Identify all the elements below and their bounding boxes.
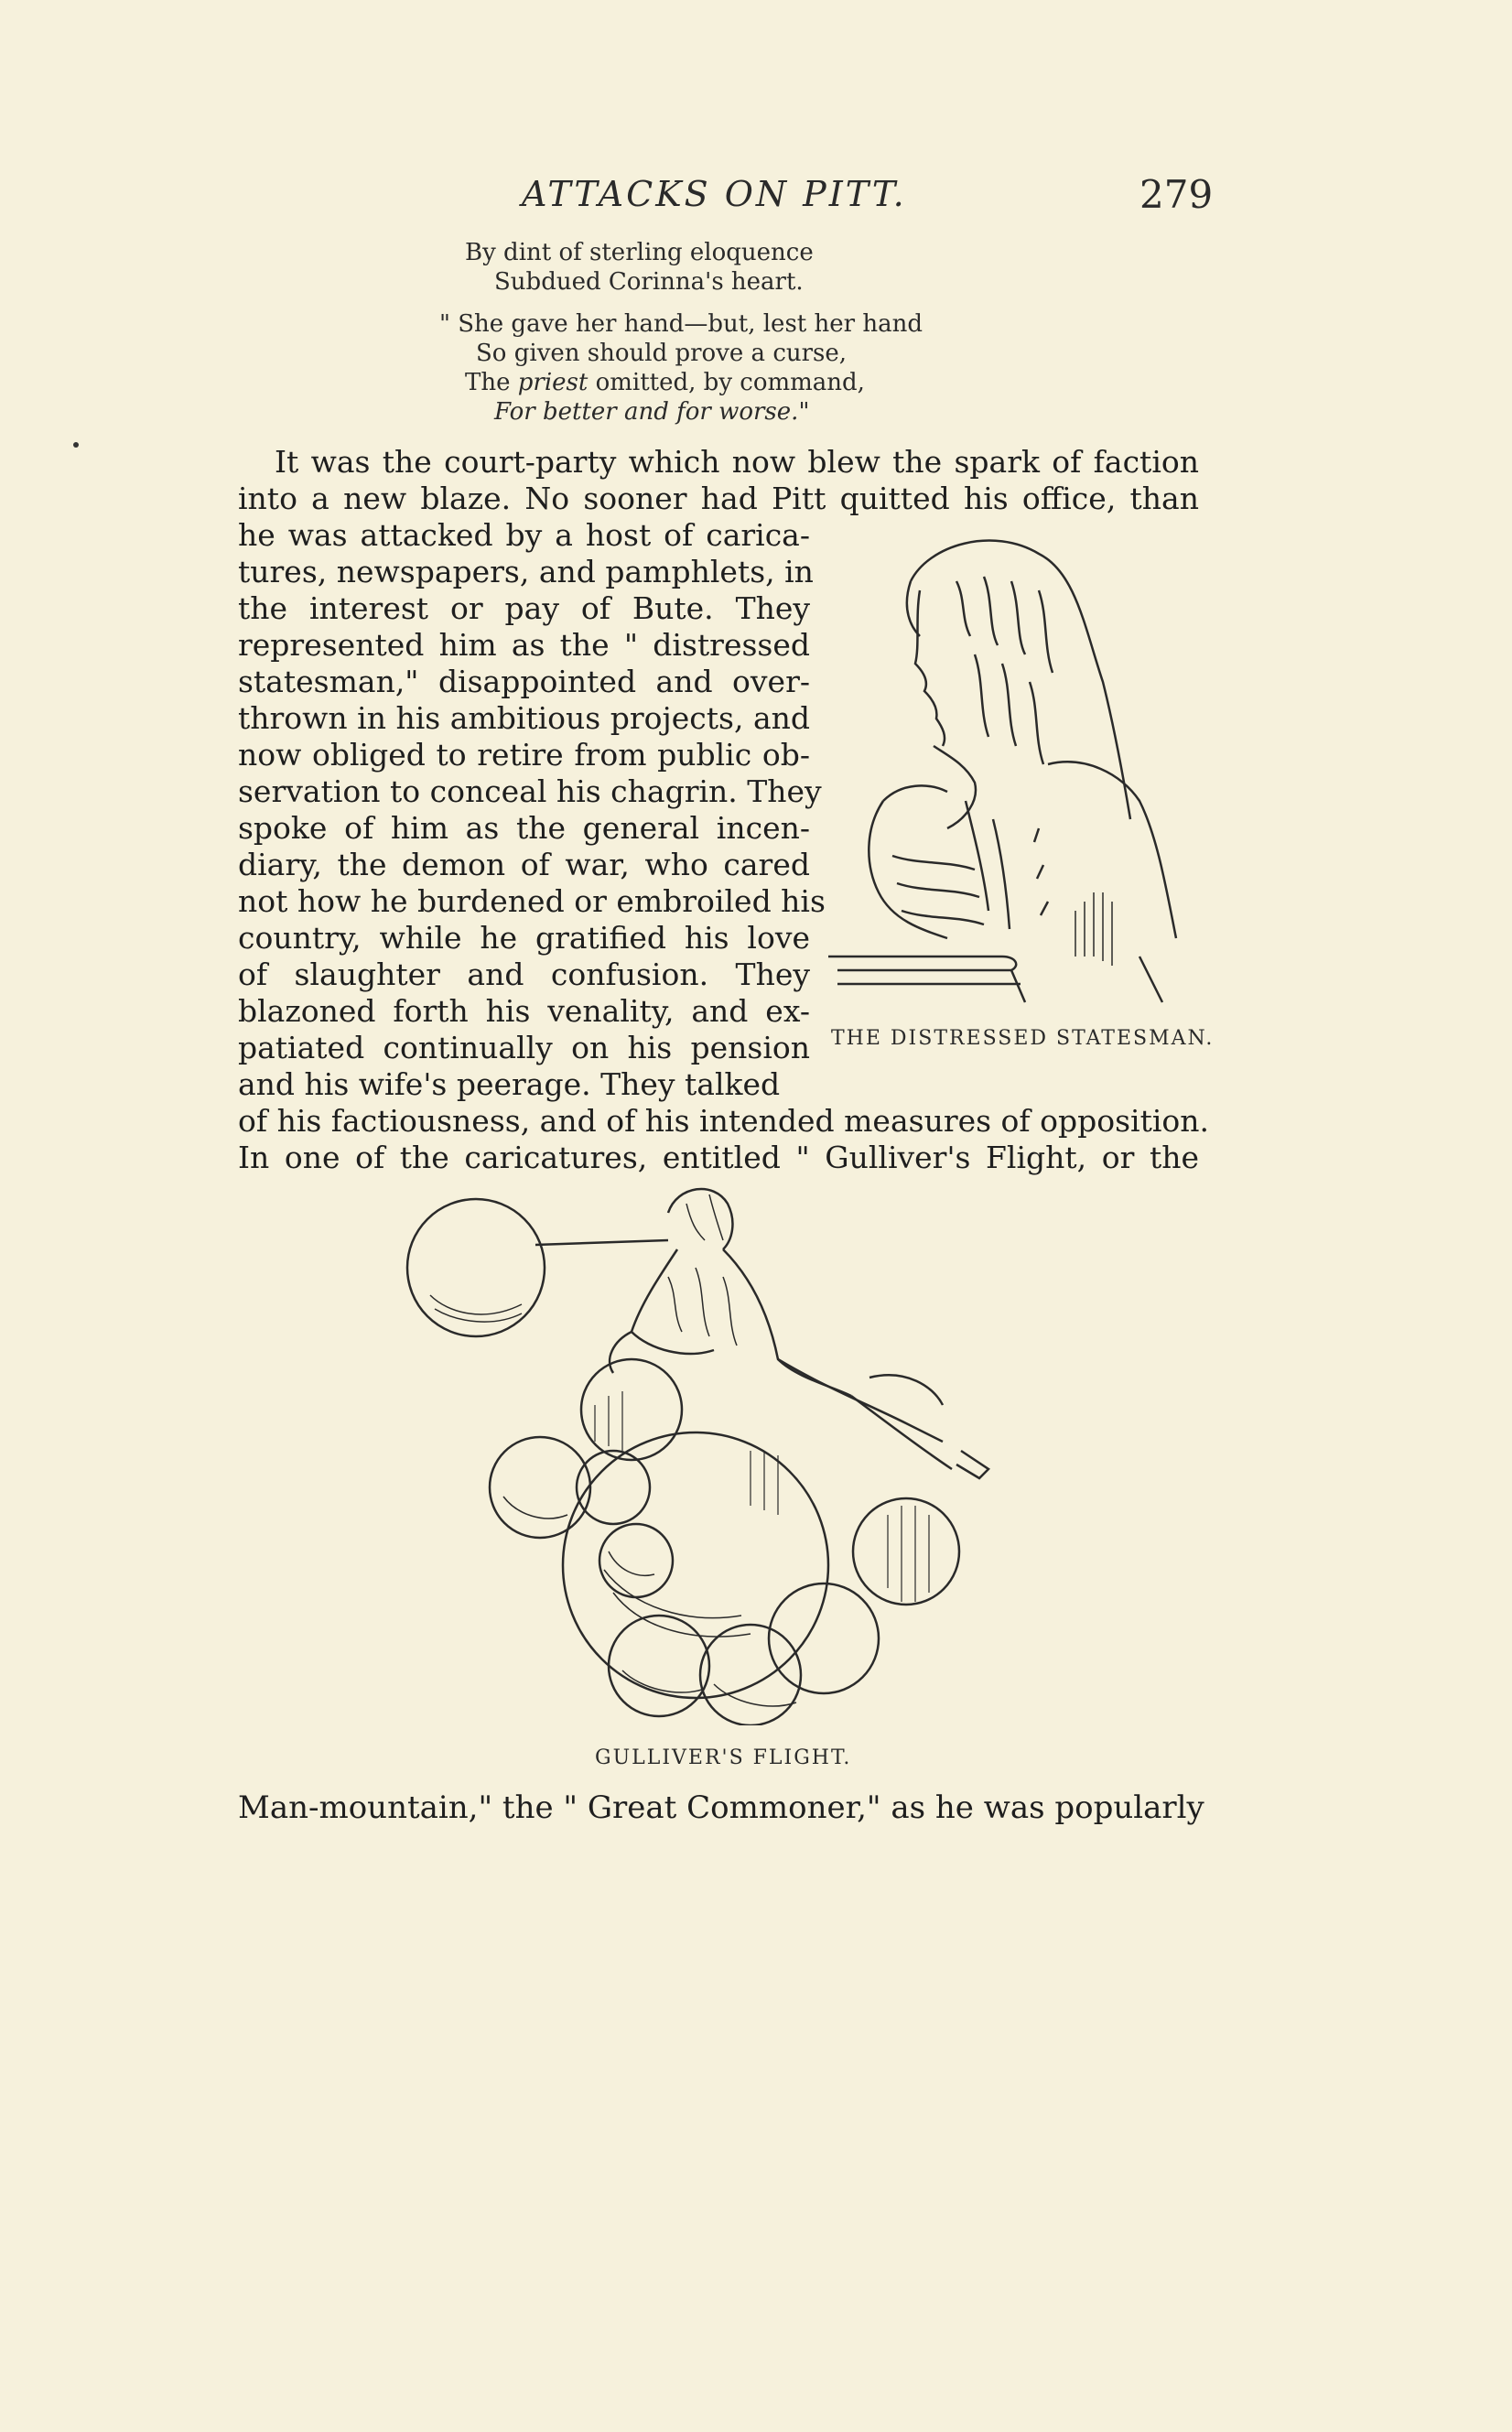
gulliver-flight-illustration [394,1176,1053,1725]
body-line-16: blazoned forth his venality, and ex- [238,993,810,1029]
body-line-14: country, while he gratified his love [238,920,810,956]
verse-line-5-pre: The [465,369,518,396]
body-line-18: and his wife's peerage. They talked [238,1066,781,1102]
verse-line-6 [494,397,809,427]
body-line-1: It was the court-party which now blew the spark of faction [275,444,1199,480]
body-line-20: In one of the caricatures, entitled " Gulliver's Flight, or the [238,1140,1199,1175]
page-number: 279 [1139,172,1214,217]
verse-emphasis-better-worse: For better and for worse. [494,398,799,426]
body-line-17: patiated continually on his pension [238,1030,810,1065]
body-line-4: tures, newspapers, and pamphlets, in [238,554,814,589]
statesman-caption: THE DISTRESSED STATESMAN. [831,1027,1215,1050]
body-line-3: he was attacked by a host of carica- [238,517,810,553]
verse-line-6-post: " [798,398,810,426]
verse-line-3: " She gave her hand—but, lest her hand [439,310,923,338]
body-continuation-line: Man-mountain," the " Great Commoner," as he was popularly [238,1789,1204,1826]
body-line-2: into a new blaze. No sooner had Pitt quitted his office, than [238,481,1199,516]
margin-mark [73,442,79,448]
body-line-11: spoke of him as the general incen- [238,810,810,846]
distressed-statesman-illustration [828,526,1204,1021]
body-line-13: not how he burdened or embroiled his [238,883,826,919]
verse-line-5-post: omitted, by command, [588,369,865,396]
body-line-9: now obliged to retire from public ob- [238,737,810,773]
body-line-5: the interest or pay of Bute. They [238,590,810,626]
verse-line-4: So given should prove a curse, [476,340,848,367]
body-line-10: servation to conceal his chagrin. They [238,773,822,809]
verse-line-2: Subdued Corinna's heart. [494,268,804,296]
verse-line-5 [465,368,865,397]
body-line-15: of slaughter and confusion. They [238,957,810,992]
body-line-7: statesman," disappointed and over- [238,664,810,699]
body-line-19: of his factiousness, and of his intended measures of opposition. [238,1103,1210,1139]
verse-emphasis-priest: priest [517,369,589,396]
body-line-12: diary, the demon of war, who cared [238,847,810,882]
body-line-6: represented him as the " distressed [238,627,810,663]
gulliver-caption: GULLIVER'S FLIGHT. [595,1746,852,1769]
body-line-8: thrown in his ambitious projects, and [238,700,810,736]
verse-line-1: By dint of sterling eloquence [465,239,814,266]
running-head: ATTACKS ON PITT. [522,174,907,214]
